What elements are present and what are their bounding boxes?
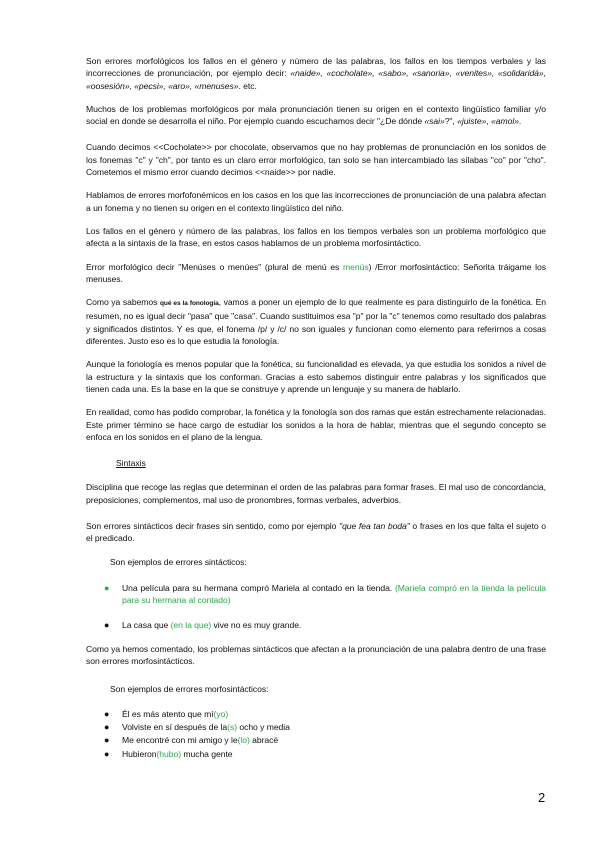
correction-highlight: (Mariela compró en la tienda la película para su hermana al contado): [122, 582, 546, 606]
text: Él es más atento que mí: [122, 708, 214, 719]
list-item: [86, 721, 546, 733]
text: ,: [486, 116, 492, 127]
page-content: [86, 55, 546, 770]
bullet-icon: ●: [104, 708, 110, 719]
text: ) /Error morfosintáctico: Señorita tráigame los menuses.: [86, 261, 546, 284]
text: , vamos a poner un ejemplo de lo que realmente es para distinguirlo de la fonética. En resumen, no es igual decir "pasa" que "casa". Cuando sustituimos esa "p" por la "c" tenemos como resultado dos palabras y significados distintos. Y es que, el fonema /p/ y /c/ no son iguales y funcionan como elemento para referirnos a cosas diferentes. Justo eso es lo que estudia la fonología.: [86, 297, 547, 347]
text: .: [518, 116, 522, 127]
text: mucha gente: [181, 748, 233, 759]
bullet-icon: ●: [104, 619, 110, 630]
subheading-morphosyntactic-examples: Son ejemplos de errores morfosintácticos:: [110, 684, 269, 695]
bullet-icon: ●: [104, 721, 110, 732]
text: Error morfológico decir "Menúses o menúes" (plural de menú es: [86, 261, 344, 272]
morphosyntactic-examples-list: [86, 708, 546, 760]
syntactic-examples-list: [86, 582, 546, 631]
example-word: «amol»: [491, 116, 519, 127]
paragraph-morphosyntactic-summary: Como ya hemos comentado, los problemas sintácticos que afectan a la pronunciación de una palabra dentro de una frase son errores morfosintácticos.: [86, 643, 546, 667]
list-item: [86, 582, 546, 607]
bullet-icon: ●: [104, 748, 110, 759]
example-word: «juiste»: [457, 116, 487, 127]
paragraph-morphophonemic: Hablamos de errores morfofonémicos en los casos en los que las incorrecciones de pronunciación de una palabra afectan a un fonema y no tienen su origen en el contexto lingüístico del niño.: [86, 190, 546, 213]
correction-highlight: (s): [227, 721, 238, 732]
correction-highlight: menús: [343, 261, 369, 272]
correction-highlight: (lo): [237, 735, 250, 746]
correction-highlight: (yo): [213, 708, 229, 719]
list-item: [86, 748, 546, 760]
correction-highlight: (hubo): [156, 748, 182, 759]
example-words: «naide», «cocholate», «sabo», «sanoria», «venites», «solidaridá», «oosesión», «pecsi», «aro», «menuses»: [86, 68, 546, 91]
paragraph-pronunciation-context: [86, 103, 546, 128]
text: o frases en los que falta el sujeto o el predicado.: [86, 521, 546, 544]
correction-highlight: (en la que): [170, 619, 212, 630]
text: vive no es muy grande.: [211, 619, 302, 630]
text: Me encontré con mi amigo y le: [122, 735, 238, 746]
page-number: 2: [538, 790, 546, 805]
bullet-icon: ●: [104, 582, 110, 593]
text: ?",: [444, 116, 458, 127]
subheading-syntactic-examples: Son ejemplos de errores sintácticos:: [110, 556, 247, 567]
bold-term: qué es la fonología: [159, 300, 219, 308]
paragraph-morphological-errors: [86, 55, 546, 92]
paragraph-syntax-definition: Disciplina que recoge las reglas que determinan el orden de las palabras para formar frases. El mal uso de concordancia, preposiciones, complementos, mal uso de pronombres, formas verbales, adverbios.: [86, 482, 546, 505]
section-heading-sintaxis: Sintaxis: [116, 458, 146, 469]
example-word: «sai»: [424, 116, 445, 127]
text: Una película para su hermana compró Mariela al contado en la tienda.: [122, 582, 395, 593]
list-item: [86, 708, 546, 720]
paragraph-syntactic-errors: [86, 520, 546, 545]
paragraph-morphosyntactic: Los fallos en el género y número de las palabras, los fallos en los tiempos verbales son un problema morfológico que afecta a la sintaxis de la frase, en estos casos hablamos de un problema morfosintáctico.: [86, 225, 546, 249]
text: ocho y media: [237, 721, 290, 732]
paragraph-cocholate: Cuando decimos <<Cocholate>> por chocolate, observamos que no hay problemas de pronunciación en los sonidos de los fonemas "c" y "ch", por tanto es un claro error morfológico, tan solo se han intercambiado las sílabas "co" por "cho". Cometemos el mismo error cuando decimos <<naide>> por nadie.: [86, 142, 546, 178]
paragraph-phonology-example: [86, 296, 546, 347]
text: abracé: [249, 735, 279, 746]
list-item: [86, 734, 546, 746]
text: Hubieron: [122, 748, 157, 759]
text: La casa que: [122, 619, 171, 630]
bullet-icon: ●: [104, 735, 110, 746]
text: Son errores morfológicos los fallos en el género y número de las palabras, los fallos en los tiempos verbales y las incorrecciones de pronunciación, por ejemplo decir:: [86, 56, 546, 79]
text: Como ya sabemos: [86, 297, 160, 308]
list-item: [86, 619, 546, 631]
text: Volviste en sí después de la: [122, 721, 228, 732]
text: Muchos de los problemas morfológicos por mala pronunciación tienen su origen en el contexto lingüístico familiar y/o social en donde se desarrolla el niño. Por ejemplo cuando escuchamos decir "¿De dónde: [86, 103, 546, 127]
paragraph-phonology-functionality: Aunque la fonología es menos popular que la fonética, su funcionalidad es elevada, ya que estudia los sonidos a nivel de la estructura y la sintaxis que los conforman. Gracias a esto sabemos distinguir entre palabras y los significados que tienen cada una. Es la base en la que se construye y aprende un lenguaje y su manera de hablarlo.: [86, 359, 546, 394]
text: . etc.: [238, 80, 257, 91]
example-phrase: "que fea tan boda": [339, 521, 410, 532]
paragraph-phonetics-phonology: En realidad, como has podido comprobar, la fonética y la fonología son dos ramas que están estrechamente relacionadas. Este primer término se hace cargo de estudiar los sonidos a la hora de hablar, mientras que el segundo concepto se enfoca en los sonidos en el plano de la lengua.: [86, 407, 546, 442]
paragraph-menuses: [86, 261, 546, 286]
text: Son errores sintácticos decir frases sin sentido, como por ejemplo: [86, 521, 340, 532]
